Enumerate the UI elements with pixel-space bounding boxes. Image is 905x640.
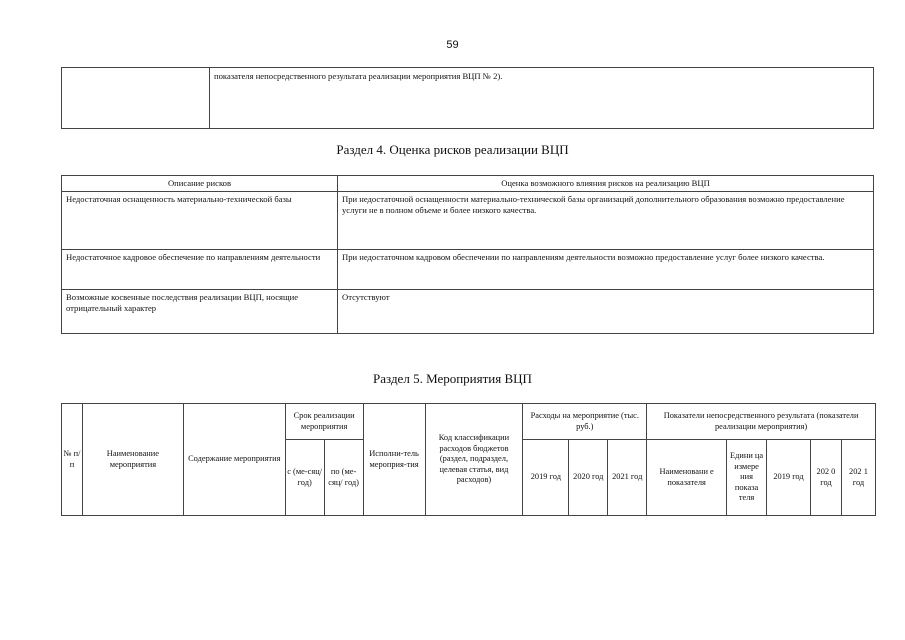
risk-row	[62, 250, 874, 290]
header-activity-name: Наименование мероприятия	[82, 404, 183, 516]
header-expense-2019: 2019 год	[523, 440, 569, 516]
section4-title: Раздел 4. Оценка рисков реализации ВЦП	[336, 142, 569, 157]
risk-row	[62, 290, 874, 334]
section5-title: Раздел 5. Мероприятия ВЦП	[373, 371, 532, 386]
header-term: Срок реализации мероприятия	[285, 404, 363, 440]
header-classification-code: Код классификации расходов бюджетов (раздел, подраздел, целевая статья, вид расходов)	[425, 404, 523, 516]
risk-table	[61, 175, 874, 334]
header-indicators: Показатели непосредственного результата (показатели реализации мероприятия)	[647, 404, 876, 440]
risk-description: Недостаточная оснащенность материально-технической базы	[62, 192, 338, 250]
header-term-to: по (ме-сяц/ год)	[324, 440, 363, 516]
continuation-text: показателя непосредственного результата реализации мероприятия ВЦП № 2).	[210, 68, 874, 129]
header-indicator-2021: 202 1 год	[841, 440, 875, 516]
risk-impact: При недостаточной оснащенности материально-технической базы организаций дополнительного образования возможно предоставление услуги не в полном объеме и более низкого качества.	[338, 192, 874, 250]
risk-row	[62, 192, 874, 250]
header-risk-impact: Оценка возможного влияния рисков на реализацию ВЦП	[338, 176, 874, 192]
header-expense-2021: 2021 год	[608, 440, 647, 516]
activities-header-row	[62, 404, 876, 440]
header-indicator-name: Наименовани е показателя	[647, 440, 727, 516]
header-risk-description: Описание рисков	[62, 176, 338, 192]
risk-impact: Отсутствуют	[338, 290, 874, 334]
header-expenses: Расходы на мероприятие (тыс. руб.)	[523, 404, 647, 440]
risk-table-header	[62, 176, 874, 192]
empty-cell	[62, 68, 210, 129]
header-activity-content: Содержание мероприятия	[183, 404, 285, 516]
page-number: 59	[446, 39, 459, 51]
risk-description: Недостаточное кадровое обеспечение по направлениям деятельности	[62, 250, 338, 290]
header-expense-2020: 2020 год	[569, 440, 608, 516]
header-indicator-unit: Едини ца измере ния показа теля	[727, 440, 767, 516]
activities-table	[61, 403, 876, 516]
risk-description: Возможные косвенные последствия реализации ВЦП, носящие отрицательный характер	[62, 290, 338, 334]
header-executor: Исполни-тель мероприя-тия	[363, 404, 425, 516]
risk-impact: При недостаточном кадровом обеспечении по направлениям деятельности возможно предоставление услуг более низкого качества.	[338, 250, 874, 290]
header-indicator-2020: 202 0 год	[810, 440, 841, 516]
header-term-from: с (ме-сяц/ год)	[285, 440, 324, 516]
continuation-table	[61, 67, 874, 129]
header-number: № п/ п	[62, 404, 83, 516]
header-indicator-2019: 2019 год	[767, 440, 811, 516]
